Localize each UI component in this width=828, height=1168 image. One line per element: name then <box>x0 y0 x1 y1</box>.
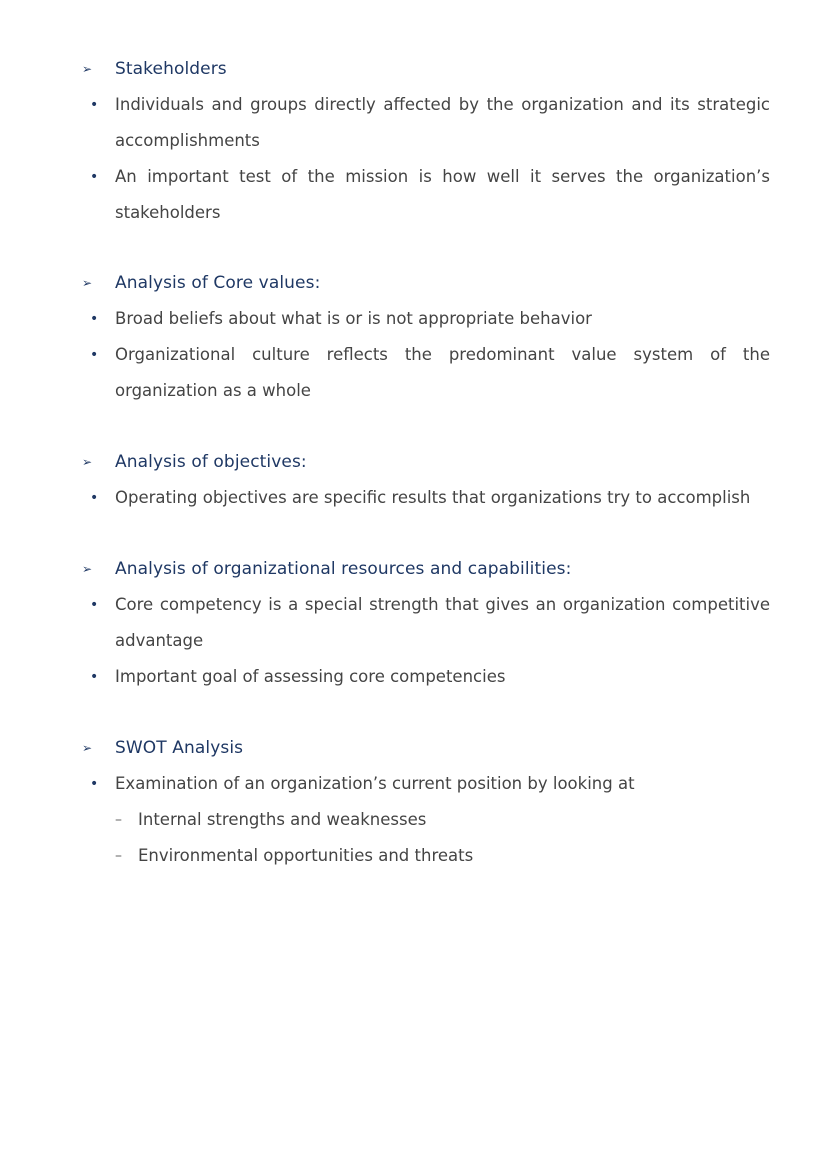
arrow-bullet-icon: ➢ <box>82 741 93 755</box>
sub-list-item-text: Internal strengths and weaknesses <box>138 810 427 829</box>
section-heading-row <box>80 551 770 587</box>
list-item-text: Important goal of assessing core competencies <box>115 667 506 686</box>
arrow-bullet-icon: ➢ <box>82 562 93 576</box>
section-heading-row <box>80 730 770 766</box>
list-item-text: An important test of the mission is how well it serves the organization’s stakeholders <box>115 167 770 222</box>
section-objectives <box>80 444 770 516</box>
list-item <box>80 587 770 659</box>
dot-bullet-icon: • <box>90 490 99 506</box>
section-heading: Analysis of objectives: <box>115 452 307 472</box>
dot-bullet-icon: • <box>90 347 99 363</box>
list-item-text: Examination of an organization’s current position by looking at <box>115 774 635 793</box>
sub-list-item <box>115 802 770 838</box>
dot-bullet-icon: • <box>90 776 99 792</box>
list-item <box>80 766 770 802</box>
list-item <box>80 301 770 337</box>
arrow-bullet-icon: ➢ <box>82 276 93 290</box>
section-core-values <box>80 265 770 409</box>
section-heading: Analysis of organizational resources and capabilities: <box>115 559 572 579</box>
list-item-text: Organizational culture reflects the predominant value system of the organization as a whole <box>115 345 770 400</box>
list-item <box>80 159 770 231</box>
list-item-text: Individuals and groups directly affected by the organization and its strategic accomplishments <box>115 95 770 150</box>
sub-list-item <box>115 838 770 874</box>
section-heading: SWOT Analysis <box>115 738 244 758</box>
list-item <box>80 480 770 516</box>
section-swot-analysis <box>80 730 770 874</box>
sub-list-item-text: Environmental opportunities and threats <box>138 846 474 865</box>
dot-bullet-icon: • <box>90 669 99 685</box>
arrow-bullet-icon: ➢ <box>82 455 93 469</box>
dot-bullet-icon: • <box>90 597 99 613</box>
section-heading-row <box>80 444 770 480</box>
list-item-text: Core competency is a special strength that gives an organization competitive advantage <box>115 595 770 650</box>
dot-bullet-icon: • <box>90 97 99 113</box>
list-item <box>80 337 770 409</box>
arrow-bullet-icon: ➢ <box>82 62 93 76</box>
dash-bullet-icon: – <box>115 812 122 828</box>
section-heading-row <box>80 51 770 87</box>
list-item-text: Operating objectives are specific results that organizations try to accomplish <box>115 488 751 507</box>
section-stakeholders <box>80 51 770 231</box>
section-heading: Stakeholders <box>115 59 227 79</box>
list-item <box>80 87 770 159</box>
section-resources-capabilities <box>80 551 770 695</box>
dot-bullet-icon: • <box>90 311 99 327</box>
section-heading-row <box>80 265 770 301</box>
dot-bullet-icon: • <box>90 169 99 185</box>
section-heading: Analysis of Core values: <box>115 273 321 293</box>
dash-bullet-icon: – <box>115 848 122 864</box>
list-item <box>80 659 770 695</box>
list-item-text: Broad beliefs about what is or is not appropriate behavior <box>115 309 592 328</box>
